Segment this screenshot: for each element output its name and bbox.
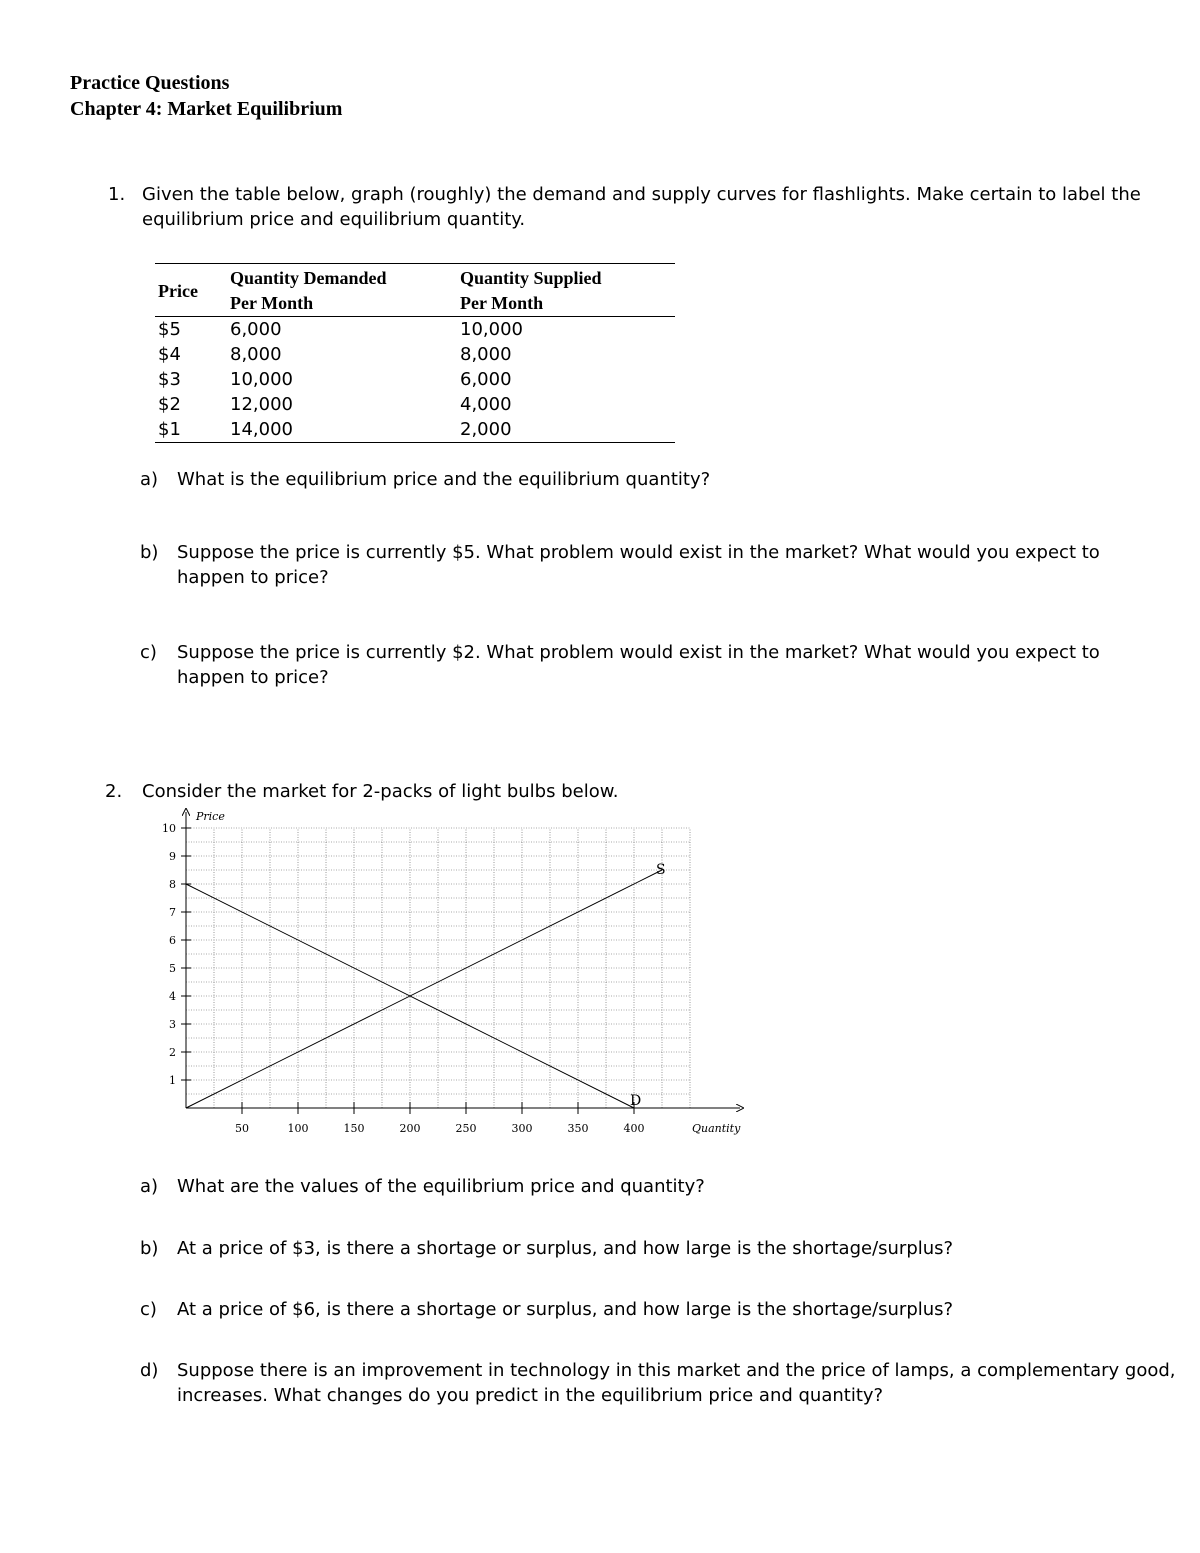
table-row — [155, 342, 675, 367]
q2d-line1: Suppose there is an improvement in technology in this market and the price of lamps, a complementary good, — [177, 1360, 1176, 1381]
q1c-line1: Suppose the price is currently $2. What problem would exist in the market? What would you expect to — [177, 642, 1100, 663]
y-tick-label: 7 — [169, 906, 176, 919]
q1b-letter: b) — [140, 542, 159, 563]
q2d-letter: d) — [140, 1360, 159, 1381]
cell-qd: 8,000 — [230, 344, 282, 365]
q2b-line1: At a price of $3, is there a shortage or surplus, and how large is the shortage/surplus? — [177, 1238, 954, 1259]
x-tick-label: 50 — [235, 1122, 249, 1135]
chart-series — [186, 862, 666, 1109]
cell-price: $1 — [158, 419, 181, 440]
cell-qs: 6,000 — [460, 369, 512, 390]
q1c-letter: c) — [140, 642, 157, 663]
x-tick-label: 250 — [455, 1122, 477, 1135]
supply-demand-table — [155, 263, 675, 443]
y-tick-label: 4 — [169, 990, 176, 1003]
cell-qd: 12,000 — [230, 394, 293, 415]
q2b-text — [177, 1236, 953, 1261]
table-row — [155, 392, 675, 417]
y-tick-label: 2 — [169, 1046, 176, 1059]
chart-grid — [186, 828, 690, 1108]
q2c-text — [177, 1297, 953, 1322]
y-tick-label: 8 — [169, 878, 176, 891]
q1-number: 1. — [108, 184, 126, 205]
cell-qs: 4,000 — [460, 394, 512, 415]
q1b-text — [177, 540, 1100, 590]
y-tick-label: 3 — [169, 1018, 176, 1031]
y-tick-label: 9 — [169, 850, 176, 863]
table-body — [155, 317, 675, 442]
y-tick-label: 10 — [162, 822, 176, 835]
doc-title: Practice Questions — [70, 72, 230, 94]
chart-ticks — [162, 822, 645, 1135]
x-tick-label: 350 — [567, 1122, 589, 1135]
q2d-line2: increases. What changes do you predict in the equilibrium price and quantity? — [177, 1385, 884, 1406]
q1a-text — [177, 467, 710, 492]
q2-text: Consider the market for 2-packs of light bulbs below. — [142, 781, 619, 802]
q1-text — [142, 182, 1141, 232]
x-tick-label: 300 — [511, 1122, 533, 1135]
q1b-line2: happen to price? — [177, 567, 329, 588]
q2d-text — [177, 1358, 1176, 1408]
table-row — [155, 367, 675, 392]
cell-price: $5 — [158, 319, 181, 340]
q1-text-line2: equilibrium price and equilibrium quantity. — [142, 209, 526, 230]
header-price: Price — [158, 280, 198, 301]
header-qd-line2: Per Month — [230, 293, 314, 313]
y-tick-label: 5 — [169, 962, 176, 975]
x-tick-label: 400 — [623, 1122, 645, 1135]
cell-qd: 6,000 — [230, 319, 282, 340]
cell-qs: 10,000 — [460, 319, 523, 340]
series-s-label: S — [656, 862, 666, 878]
q1c-text — [177, 640, 1100, 690]
header-qs-line1: Quantity Supplied — [460, 268, 602, 288]
q2a-line1: What are the values of the equilibrium price and quantity? — [177, 1176, 705, 1197]
cell-qs: 2,000 — [460, 419, 512, 440]
q1-text-line1: Given the table below, graph (roughly) the demand and supply curves for flashlights. Make certain to label the — [142, 184, 1141, 205]
x-tick-label: 200 — [399, 1122, 421, 1135]
q2c-letter: c) — [140, 1299, 157, 1320]
table-row — [155, 317, 675, 342]
q1a-line1: What is the equilibrium price and the equilibrium quantity? — [177, 469, 711, 490]
table-row — [155, 417, 675, 442]
header-qd-line1: Quantity Demanded — [230, 268, 387, 288]
q1c-line2: happen to price? — [177, 667, 329, 688]
q1a-letter: a) — [140, 469, 159, 490]
y-tick-label: 1 — [169, 1074, 176, 1087]
cell-price: $4 — [158, 344, 181, 365]
q2-number: 2. — [105, 781, 123, 802]
x-tick-label: 150 — [343, 1122, 365, 1135]
x-axis-label: Quantity — [692, 1122, 741, 1135]
cell-price: $3 — [158, 369, 181, 390]
header-qs-line2: Per Month — [460, 293, 544, 313]
cell-qs: 8,000 — [460, 344, 512, 365]
q2a-letter: a) — [140, 1176, 159, 1197]
q2a-text — [177, 1174, 705, 1199]
doc-subtitle: Chapter 4: Market Equilibrium — [70, 98, 343, 120]
y-axis-label: Price — [196, 810, 225, 823]
supply-demand-chart — [150, 808, 741, 1138]
x-tick-label: 100 — [287, 1122, 309, 1135]
q2c-line1: At a price of $6, is there a shortage or surplus, and how large is the shortage/surplus? — [177, 1299, 954, 1320]
table-header — [155, 266, 675, 316]
cell-qd: 10,000 — [230, 369, 293, 390]
q1b-line1: Suppose the price is currently $5. What problem would exist in the market? What would you expect to — [177, 542, 1100, 563]
cell-price: $2 — [158, 394, 181, 415]
q2b-letter: b) — [140, 1238, 159, 1259]
series-s-line — [186, 870, 662, 1108]
series-d-label: D — [630, 1093, 642, 1109]
y-tick-label: 6 — [169, 934, 176, 947]
cell-qd: 14,000 — [230, 419, 293, 440]
